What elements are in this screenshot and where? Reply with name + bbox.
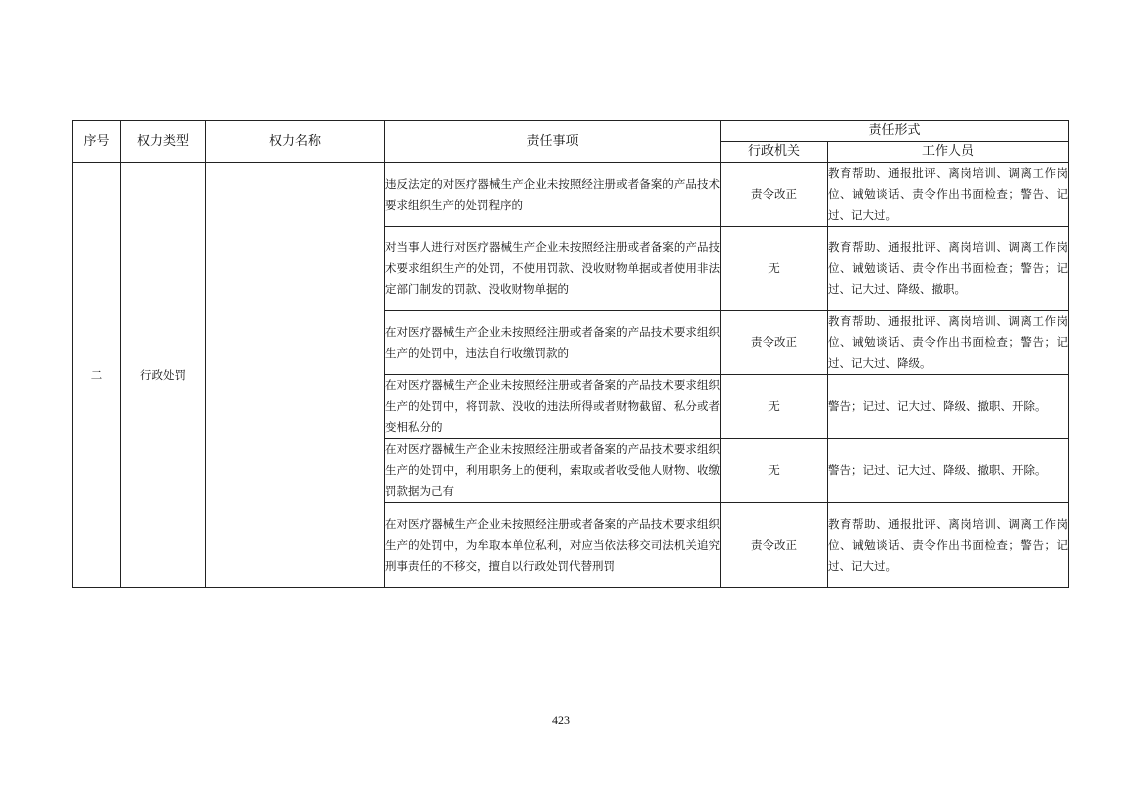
staff-cell: 警告；记过、记大过、降级、撤职、开除。 bbox=[828, 439, 1069, 503]
matter-cell: 在对医疗器械生产企业未按照经注册或者备案的产品技术要求组织生产的处罚中，利用职务上的便利，索取或者收受他人财物、收缴罚款据为己有 bbox=[385, 439, 721, 503]
table-body bbox=[73, 163, 1069, 588]
admin-org-cell: 责令改正 bbox=[721, 163, 828, 227]
staff-cell: 教育帮助、通报批评、离岗培训、调离工作岗位、诫勉谈话、责令作出书面检查；警告、记过、记大过。 bbox=[828, 163, 1069, 227]
matter-cell: 在对医疗器械生产企业未按照经注册或者备案的产品技术要求组织生产的处罚中，将罚款、没收的违法所得或者财物截留、私分或者变相私分的 bbox=[385, 375, 721, 439]
header-seq: 序号 bbox=[73, 121, 121, 163]
table-row bbox=[73, 163, 1069, 227]
table-header bbox=[73, 121, 1069, 163]
matter-cell: 在对医疗器械生产企业未按照经注册或者备案的产品技术要求组织生产的处罚中，违法自行收缴罚款的 bbox=[385, 311, 721, 375]
responsibility-table bbox=[72, 120, 1069, 588]
staff-cell: 警告；记过、记大过、降级、撤职、开除。 bbox=[828, 375, 1069, 439]
header-power-type: 权力类型 bbox=[121, 121, 206, 163]
page-number: 423 bbox=[552, 713, 570, 727]
header-power-name: 权力名称 bbox=[206, 121, 385, 163]
matter-cell: 对当事人进行对医疗器械生产企业未按照经注册或者备案的产品技术要求组织生产的处罚，不使用罚款、没收财物单据或者使用非法定部门制发的罚款、没收财物单据的 bbox=[385, 227, 721, 311]
admin-org-cell: 无 bbox=[721, 227, 828, 311]
header-staff: 工作人员 bbox=[828, 142, 1069, 163]
admin-org-cell: 无 bbox=[721, 375, 828, 439]
power-name-cell bbox=[206, 163, 385, 588]
header-responsibility-form: 责任形式 bbox=[721, 121, 1069, 142]
power-type-cell: 行政处罚 bbox=[121, 163, 206, 588]
admin-org-cell: 责令改正 bbox=[721, 503, 828, 588]
staff-cell: 教育帮助、通报批评、离岗培训、调离工作岗位、诫勉谈话、责令作出书面检查；警告；记过、记大过、降级。 bbox=[828, 311, 1069, 375]
staff-cell: 教育帮助、通报批评、离岗培训、调离工作岗位、诫勉谈话、责令作出书面检查；警告；记过、记大过、降级、撤职。 bbox=[828, 227, 1069, 311]
header-matter: 责任事项 bbox=[385, 121, 721, 163]
admin-org-cell: 责令改正 bbox=[721, 311, 828, 375]
header-row-top bbox=[73, 121, 1069, 142]
header-admin-org: 行政机关 bbox=[721, 142, 828, 163]
staff-cell: 教育帮助、通报批评、离岗培训、调离工作岗位、诫勉谈话、责令作出书面检查；警告；记过、记大过。 bbox=[828, 503, 1069, 588]
seq-cell: 二 bbox=[73, 163, 121, 588]
matter-cell: 违反法定的对医疗器械生产企业未按照经注册或者备案的产品技术要求组织生产的处罚程序的 bbox=[385, 163, 721, 227]
matter-cell: 在对医疗器械生产企业未按照经注册或者备案的产品技术要求组织生产的处罚中，为牟取本单位私利，对应当依法移交司法机关追究刑事责任的不移交，擅自以行政处罚代替刑罚 bbox=[385, 503, 721, 588]
admin-org-cell: 无 bbox=[721, 439, 828, 503]
